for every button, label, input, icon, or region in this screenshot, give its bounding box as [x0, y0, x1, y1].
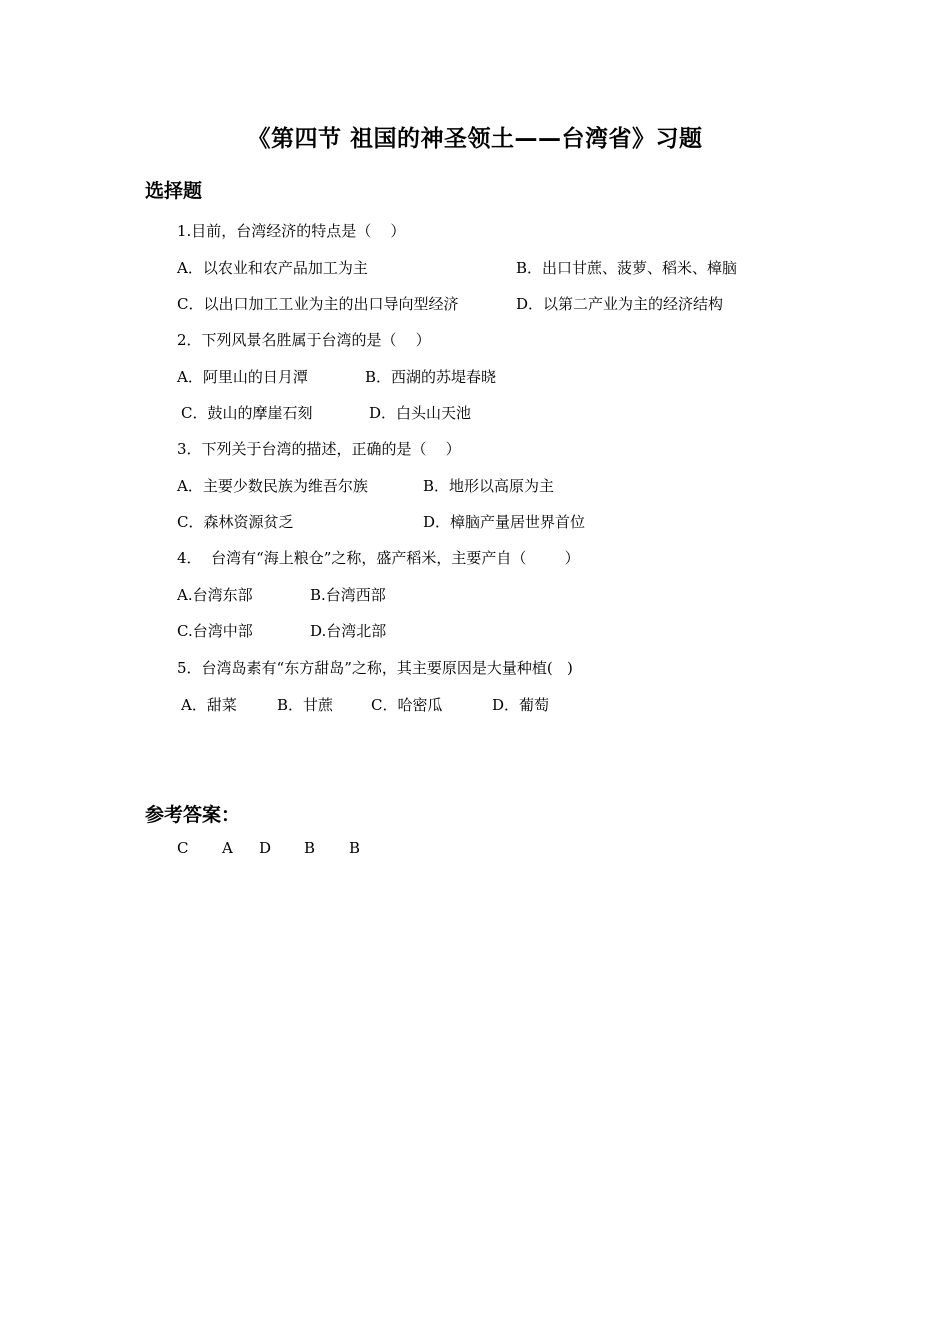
answer-5: B: [349, 839, 361, 857]
section-heading-choice: 选择题: [145, 180, 203, 202]
question-4-option-b: B.台湾西部: [310, 586, 386, 604]
answer-3: D: [259, 839, 272, 857]
question-1-stem: 1.目前，台湾经济的特点是（ ）: [177, 222, 406, 240]
answer-1: C: [177, 839, 189, 857]
question-5-option-c: C．哈密瓜: [371, 696, 443, 714]
question-1-option-c: C．以出口加工工业为主的出口导向型经济: [177, 295, 459, 313]
section-heading-answers: 参考答案：: [145, 804, 241, 826]
question-4-option-a: A.台湾东部: [177, 586, 253, 604]
question-1-option-d: D．以第二产业为主的经济结构: [516, 295, 724, 313]
question-5-option-a: A．甜菜: [181, 696, 237, 714]
page-title: 《第四节 祖国的神圣领土——台湾省》习题: [247, 126, 703, 152]
question-2-option-a: A．阿里山的日月潭: [177, 368, 308, 386]
answer-2: A: [222, 839, 233, 857]
question-3-stem: 3．下列关于台湾的描述，正确的是（ ）: [177, 440, 461, 458]
question-2-stem: 2．下列风景名胜属于台湾的是（ ）: [177, 331, 431, 349]
question-2-option-d: D．白头山天池: [369, 404, 472, 422]
question-4-stem: 4． 台湾有“海上粮仓”之称，盛产稻米，主要产自（ ）: [177, 549, 580, 567]
question-5-stem: 5．台湾岛素有“东方甜岛”之称，其主要原因是大量种植( ): [177, 659, 573, 677]
question-2-option-c: C．鼓山的摩崖石刻: [181, 404, 313, 422]
question-1-option-b: B．出口甘蔗、菠萝、稻米、樟脑: [516, 259, 738, 277]
answer-4: B: [304, 839, 316, 857]
question-4-option-d: D.台湾北部: [310, 622, 387, 640]
question-3-option-c: C．森林资源贫乏: [177, 513, 294, 531]
question-5-option-d: D．葡萄: [492, 696, 550, 714]
question-1-option-a: A．以农业和农产品加工为主: [177, 259, 368, 277]
question-3-option-d: D．樟脑产量居世界首位: [423, 513, 586, 531]
question-3-option-a: A．主要少数民族为维吾尔族: [177, 477, 368, 495]
question-5-option-b: B．甘蔗: [277, 696, 334, 714]
question-2-option-b: B．西湖的苏堤春晓: [365, 368, 497, 386]
question-4-option-c: C.台湾中部: [177, 622, 253, 640]
question-3-option-b: B．地形以高原为主: [423, 477, 555, 495]
